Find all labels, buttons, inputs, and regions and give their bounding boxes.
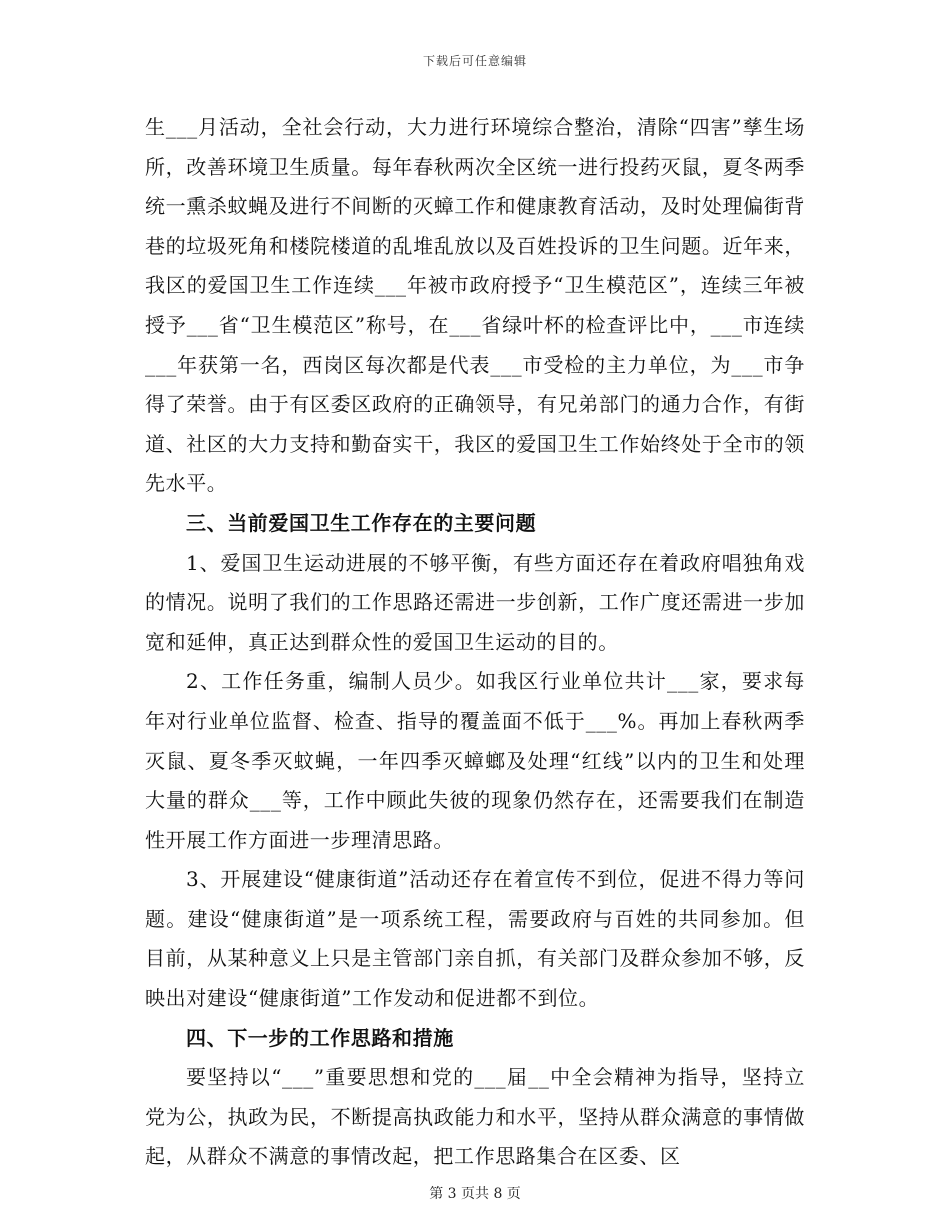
paragraph-last: 要坚持以“___”重要思想和党的___届__中全会精神为指导，坚持立党为公，执政为民，不断提高执政能力和水平，坚持从群众满意的事情做起，从群众不满意的事情改起，把工作思路集合在区委、区 [145, 1065, 805, 1169]
page-header: 下载后可任意编辑 [422, 54, 527, 68]
page-footer: 第 3 页共 8 页 [429, 1186, 521, 1202]
section-heading-4: 四、下一步的工作思路和措施 [186, 1025, 454, 1050]
paragraph-continued: 生___月活动，全社会行动，大力进行环境综合整治，清除“四害”孳生场所，改善环境卫生质量。每年春秋两次全区统一进行投药灭鼠，夏冬两季统一熏杀蚊蝇及进行不间断的灭蟑工作和健康教育活动，及时处理偏街背巷的垃圾死角和楼院楼道的乱堆乱放以及百姓投诉的卫生问题。近年来，我区的爱国卫生工作连续___年被市政府授予“卫生模范区”，连续三年被授予___省“卫生模范区”称号，在___省绿叶杯的检查评比中，___市连续___年获第一名，西岗区每次都是代表___市受检的主力单位，为___市争得了荣誉。由于有区委区政府的正确领导，有兄弟部门的通力合作，有街道、社区的大力支持和勤奋实干，我区的爱国卫生工作始终处于全市的领先水平。 [145, 115, 805, 496]
problem-item-3: 3、开展建设“健康街道”活动还存在着宣传不到位，促进不得力等问题。建设“健康街道”是一项系统工程，需要政府与百姓的共同参加。但目前，从某种意义上只是主管部门亲自抓，有关部门及群众参加不够，反映出对建设“健康街道”工作发动和促进都不到位。 [145, 867, 805, 1011]
document-body [145, 108, 805, 1177]
problem-item-1: 1、爱国卫生运动进展的不够平衡，有些方面还存在着政府唱独角戏的情况。说明了我们的工作思路还需进一步创新，工作广度还需进一步加宽和延伸，真正达到群众性的爱国卫生运动的目的。 [145, 550, 805, 654]
section-heading-3: 三、当前爱国卫生工作存在的主要问题 [186, 510, 537, 535]
problem-item-2: 2、工作任务重，编制人员少。如我区行业单位共计___家，要求每年对行业单位监督、检查、指导的覆盖面不低于___%。再加上春秋两季灭鼠、夏冬季灭蚊蝇，一年四季灭蟑螂及处理“红线”以内的卫生和处理大量的群众___等，工作中顾此失彼的现象仍然存在，还需要我们在制造性开展工作方面进一步理清思路。 [145, 669, 805, 852]
